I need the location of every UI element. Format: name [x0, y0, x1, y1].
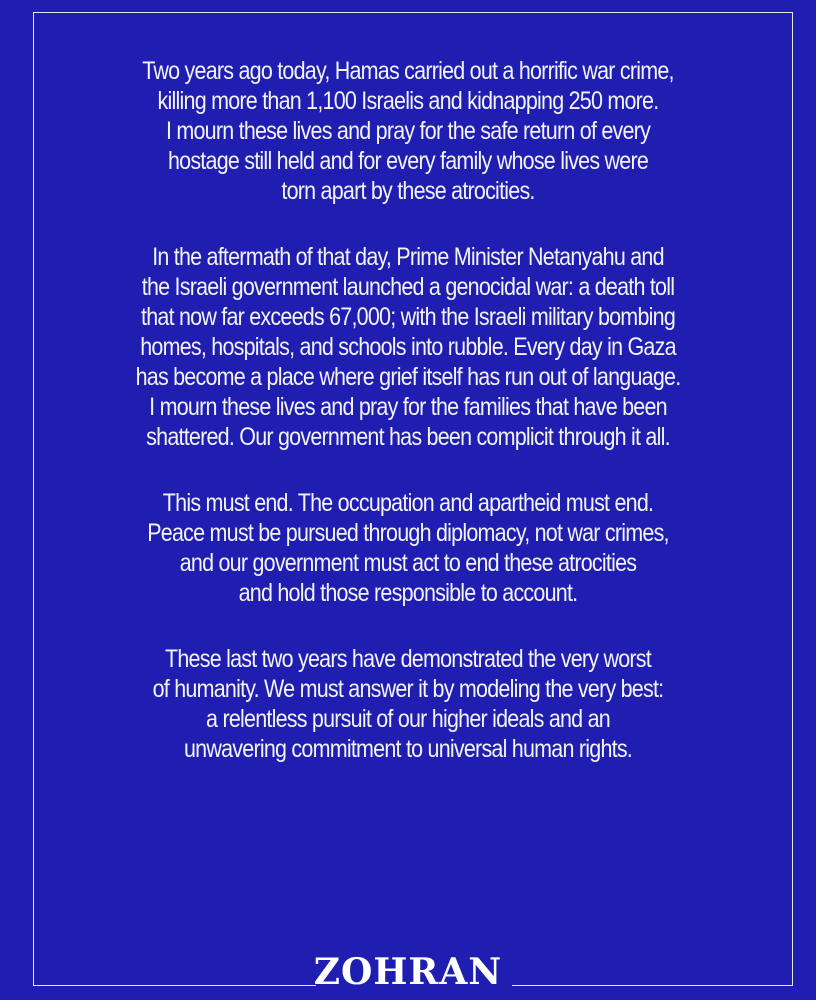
- paragraph-line: shattered. Our government has been complicit through it all.: [146, 423, 670, 451]
- paragraph-4: [92, 644, 725, 764]
- paragraph-line: and our government must act to end these atrocities: [179, 549, 637, 577]
- paragraph-line: hostage still held and for every family whose lives were: [167, 147, 649, 175]
- paragraph-line: I mourn these lives and pray for the safe return of every: [165, 117, 651, 145]
- paragraph-line: the Israeli government launched a genocidal war: a death toll: [141, 273, 675, 301]
- paragraph-line: This must end. The occupation and apartheid must end.: [162, 489, 654, 517]
- paragraph-line: killing more than 1,100 Israelis and kidnapping 250 more.: [157, 87, 659, 115]
- paragraph-line: of humanity. We must answer it by modeling the very best:: [152, 675, 664, 703]
- signature-logo: ZOHRAN: [313, 951, 503, 993]
- paragraph-line: that now far exceeds 67,000; with the Israeli military bombing: [140, 303, 676, 331]
- paragraph-line: Peace must be pursued through diplomacy, not war crimes,: [147, 519, 669, 547]
- paragraph-line: homes, hospitals, and schools into rubble. Every day in Gaza: [140, 333, 676, 361]
- paragraph-line: a relentless pursuit of our higher ideals and an: [206, 705, 610, 733]
- paragraph-line: and hold those responsible to account.: [238, 579, 578, 607]
- paragraph-line: In the aftermath of that day, Prime Minister Netanyahu and: [152, 243, 664, 271]
- footer: [0, 950, 816, 1000]
- paragraph-line: torn apart by these atrocities.: [281, 177, 535, 205]
- paragraph-1: [92, 56, 725, 206]
- paragraph-line: unwavering commitment to universal human rights.: [183, 735, 633, 763]
- paragraph-line: has become a place where grief itself has run out of language.: [135, 363, 681, 391]
- paragraph-3: [92, 488, 725, 608]
- paragraph-line: These last two years have demonstrated the very worst: [165, 645, 651, 673]
- statement-body: [40, 56, 776, 800]
- paragraph-2: [92, 242, 725, 452]
- paragraph-line: I mourn these lives and pray for the families that have been: [149, 393, 667, 421]
- paragraph-line: Two years ago today, Hamas carried out a horrific war crime,: [142, 57, 674, 85]
